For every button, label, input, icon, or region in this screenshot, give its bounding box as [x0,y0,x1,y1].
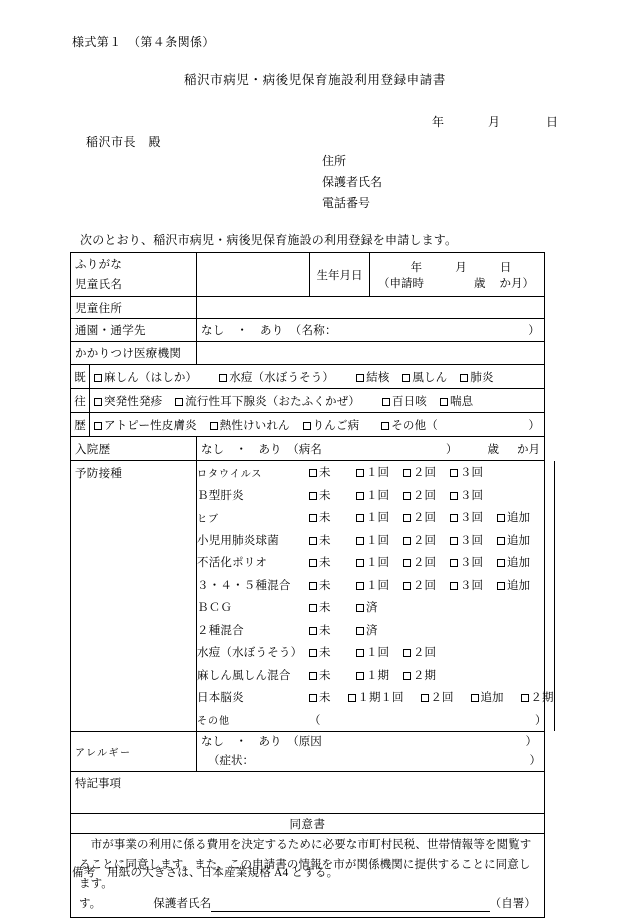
dob-day-label: 日 [499,261,512,274]
admission-age-label: 歳 [487,443,499,456]
checkbox-vaccine-option[interactable] [356,582,364,590]
signature-rule[interactable] [211,896,489,912]
vaccination-row [197,619,555,642]
vaccine-option: ３回 [450,464,497,480]
school-value: なし ・ あり （名称： [201,325,337,337]
vaccination-row [197,551,555,574]
vaccination-row-other [197,709,555,732]
checkbox-atopic-dermatitis[interactable] [94,422,102,430]
guardian-phone-label: 電話番号 [322,196,371,210]
vaccine-option: ２期 [403,667,450,683]
vaccine-name: 日本脳炎 [197,692,244,705]
vaccination-row [197,461,555,484]
vaccine-option: １期１回 [348,689,404,705]
table-row-history-1 [71,365,544,389]
date-month-label: 月 [487,115,500,129]
vaccination-row [197,686,555,709]
vaccine-option: ２回 [403,644,450,660]
application-table [70,252,554,918]
dob-year-label: 年 [410,261,423,274]
admission-input[interactable] [196,437,544,460]
vaccine-name: ロタウイルス [197,468,263,480]
vaccine-option: 未 [309,689,331,705]
history-item-label: 流行性耳下腺炎（おたふくかぜ） [185,395,360,408]
document-title: 稲沢市病児・病後児保育施設利用登録申請書 [183,73,446,87]
vaccine-name: 小児用肺炎球菌 [197,534,279,547]
vaccine-option: 追加 [497,532,544,548]
allergy-label: アレルギー [75,748,132,759]
history-item-label: 水痘（水ぼうそう） [229,371,335,384]
date-day-label: 日 [545,115,558,129]
vaccination-row [197,529,555,552]
vaccine-other-input[interactable] [309,709,555,732]
checkbox-vaccine-option[interactable] [521,694,529,702]
vaccine-option: １回 [356,509,403,525]
vaccine-option: ２期 [521,689,554,705]
allergy-cause-close-paren: ） [525,735,537,748]
checkbox-vaccine-option[interactable] [497,582,505,590]
vaccine-option: ２回 [403,532,450,548]
history-item-label: 肺炎 [470,371,494,384]
vaccine-option: 未 [309,644,356,660]
allergy-input[interactable] [196,732,544,771]
vaccine-option: 追加 [471,689,504,705]
vaccination-row [197,664,555,687]
table-row-school [71,319,544,342]
vaccine-name: Ｂ型肝炎 [197,489,244,502]
vaccine-option: ２回 [403,487,450,503]
checkbox-vaccine-option[interactable] [403,559,411,567]
clinic-label: かかりつけ医療機関 [75,348,182,360]
history-item-label: 喘息 [449,395,474,408]
vaccine-option: １回 [356,554,403,570]
checkbox-asthma[interactable] [440,398,448,406]
history-item-label: アトピー性皮膚炎 [104,419,197,432]
checkbox-pertussis[interactable] [382,398,390,406]
clinic-input[interactable] [196,342,544,364]
allergy-symptom-close-paren: ） [529,754,541,767]
vaccine-option: 未 [309,577,356,593]
school-input[interactable] [196,319,544,341]
checkbox-pneumonia[interactable] [460,374,468,382]
consent-signature-label: 保護者氏名 [153,897,212,910]
vaccination-list [196,461,555,731]
checkbox-vaccine-option[interactable] [471,694,479,702]
vaccine-options[interactable] [309,596,555,619]
vaccine-option: ２回 [403,464,450,480]
history-checkbox-group-2[interactable] [89,389,544,412]
vaccine-option: ３回 [450,509,497,525]
checkbox-vaccine-option[interactable] [356,604,364,612]
vaccine-option: ３回 [450,554,497,570]
history-label-char-2: 往 [74,395,86,408]
checkbox-fifth-disease[interactable] [303,422,311,430]
history-item-label: 風しん [412,371,448,384]
history-item-label: りんご病 [312,419,360,432]
vaccine-options[interactable] [309,619,555,642]
vaccine-name: ３・４・５種混合 [197,579,291,592]
table-row-child-address [71,297,544,319]
dob-input[interactable] [369,253,544,296]
checkbox-vaccine-option[interactable] [450,582,458,590]
table-row-child-name [71,253,544,297]
checkbox-vaccine-option[interactable] [450,514,458,522]
notes-label: 特記事項 [75,778,121,790]
vaccine-option: ３回 [450,532,497,548]
checkbox-vaccine-option[interactable] [309,649,317,657]
checkbox-vaccine-option[interactable] [403,537,411,545]
vaccine-option: １回 [356,577,403,593]
application-date-line [0,113,630,130]
checkbox-vaccine-option[interactable] [450,492,458,500]
consent-signature-line [79,895,536,915]
vaccine-options[interactable] [309,551,555,574]
admission-months-label: か月 [517,443,540,456]
vaccine-name: 水痘（水ぼうそう） [197,647,303,660]
vaccine-option: 未 [309,554,356,570]
footer-remark: 備考 用紙の大きさは、日本産業規格 A4 とする。 [72,867,339,879]
vaccine-option: １回 [356,487,403,503]
child-name-label-cell [71,253,196,296]
checkbox-vaccine-option[interactable] [309,469,317,477]
vaccine-options[interactable] [309,664,555,687]
table-row-notes[interactable] [71,772,544,814]
vaccine-other-close-paren: ） [535,714,547,727]
checkbox-vaccine-option[interactable] [403,469,411,477]
vaccine-options[interactable] [309,506,555,529]
consent-signature-note: （自署） [489,897,536,910]
vaccine-other-open-paren: （ [309,714,321,727]
table-row-allergy [71,732,544,772]
vaccine-option: 未 [309,532,356,548]
vaccine-option: 未 [309,487,356,503]
checkbox-vaccine-option[interactable] [356,672,364,680]
checkbox-vaccine-option[interactable] [450,537,458,545]
vaccine-name: ＢＣＧ [197,602,233,615]
admission-value: なし ・ あり （病名 [201,443,322,456]
table-row-consent-title [71,814,544,834]
furigana-label: ふりがな [75,258,123,271]
checkbox-history-other[interactable] [381,422,389,430]
vaccine-option: １回 [356,644,403,660]
child-address-label: 児童住所 [75,302,123,315]
intro-sentence: 次のとおり、稲沢市病児・病後児保育施設の利用登録を申請します。 [80,233,458,247]
history-item-label: 結核 [366,371,390,384]
checkbox-measles[interactable] [94,374,102,382]
admission-label: 入院歴 [75,443,111,456]
vaccine-option: １期 [356,667,403,683]
checkbox-vaccine-option[interactable] [356,469,364,477]
history-item-label: その他（ [391,419,438,432]
checkbox-vaccine-option[interactable] [497,514,505,522]
allergy-cause-text: なし ・ あり （原因 [201,735,322,748]
checkbox-vaccine-option[interactable] [450,559,458,567]
vaccination-row [197,506,555,529]
child-name-label: 児童氏名 [75,278,123,291]
history-checkbox-group-3[interactable] [89,413,544,436]
checkbox-vaccine-option[interactable] [403,492,411,500]
vaccine-option: 未 [309,599,356,615]
vaccine-option: 未 [309,667,356,683]
vaccination-label: 予防接種 [75,468,123,480]
checkbox-roseola[interactable] [94,398,102,406]
date-year-label: 年 [431,115,444,129]
vaccine-option: 追加 [497,577,544,593]
allergy-symptom-text: （症状： [208,754,254,767]
checkbox-vaccine-option[interactable] [421,694,429,702]
vaccine-name: ヒブ [197,513,219,525]
checkbox-mumps[interactable] [175,398,183,406]
vaccine-option: ２回 [403,577,450,593]
dob-at-apply-label: （申請時 [378,277,424,290]
checkbox-vaccine-option[interactable] [403,672,411,680]
vaccination-row [197,596,555,619]
dob-label: 生年月日 [309,253,369,296]
checkbox-vaccine-option[interactable] [309,582,317,590]
school-label: 通園・通学先 [75,325,146,337]
vaccine-option: ３回 [450,577,497,593]
vaccine-option: ２回 [403,509,450,525]
school-close-paren: ） [528,325,540,337]
table-row-clinic [71,342,544,365]
history-close-paren: ） [528,419,540,432]
checkbox-vaccine-option[interactable] [356,514,364,522]
dob-months-label: か月） [499,277,534,290]
checkbox-chickenpox[interactable] [219,374,227,382]
vaccine-option: 済 [356,622,403,638]
vaccine-options[interactable] [309,484,555,507]
history-item-label: 百日咳 [392,395,427,408]
checkbox-vaccine-option[interactable] [309,604,317,612]
history-item-label: 突発性発疹 [104,395,163,408]
vaccine-option: 追加 [497,509,544,525]
vaccine-option: 未 [309,464,356,480]
history-label-char-3: 歴 [74,419,86,432]
checkbox-vaccine-option[interactable] [450,469,458,477]
child-address-input[interactable] [196,297,544,318]
checkbox-vaccine-option[interactable] [309,492,317,500]
consent-title: 同意書 [289,818,326,831]
vaccine-option: 未 [309,622,356,638]
vaccine-options[interactable] [309,641,555,664]
admission-close-paren: ） [446,443,458,456]
vaccine-option: ３回 [450,487,497,503]
checkbox-vaccine-option[interactable] [356,649,364,657]
dob-month-label: 月 [455,261,467,274]
consent-body-text: 市が事業の利用に係る費用を決定するために必要な市町村民税、世帯情報等を閲覧することに同意します。また、この申請書の情報を市が関係機関に提供することに同意します。 [79,839,532,890]
vaccine-option: 済 [356,599,403,615]
checkbox-vaccine-option[interactable] [356,559,364,567]
consent-body-tail: す。 [79,897,102,910]
guardian-address-label: 住所 [322,154,347,168]
checkbox-rubella[interactable] [402,374,410,382]
vaccination-row [197,484,555,507]
checkbox-vaccine-option[interactable] [403,514,411,522]
vaccine-name: 麻しん風しん混合 [197,669,291,682]
vaccine-option: １回 [356,532,403,548]
table-row-vaccination [71,461,554,732]
vaccine-option: ２回 [403,554,450,570]
checkbox-vaccine-option[interactable] [356,492,364,500]
checkbox-vaccine-option[interactable] [309,627,317,635]
form-number: 様式第１ （第４条関係） [72,35,215,49]
history-item-label: 麻しん（はしか） [104,371,198,384]
vaccination-row [197,641,555,664]
history-label-char-1: 既 [74,371,86,384]
guardian-info-block [322,151,382,214]
guardian-name-label: 保護者氏名 [322,175,383,189]
vaccine-option: ２回 [421,689,454,705]
checkbox-febrile-seizure[interactable] [210,422,218,430]
history-item-label: 熱性けいれん [219,419,290,432]
checkbox-vaccine-option[interactable] [309,514,317,522]
history-checkbox-group-1[interactable] [89,365,544,388]
vaccine-options[interactable] [309,529,555,552]
checkbox-vaccine-option[interactable] [309,559,317,567]
table-row-admission [71,437,544,461]
vaccination-row [197,574,555,597]
vaccine-name: 不活化ポリオ [197,557,268,570]
checkbox-vaccine-option[interactable] [309,694,317,702]
checkbox-vaccine-option[interactable] [497,559,505,567]
child-name-input[interactable] [196,253,309,296]
vaccine-option: 未 [309,509,356,525]
checkbox-vaccine-option[interactable] [403,649,411,657]
vaccine-options[interactable] [309,574,555,597]
vaccine-name: ２種混合 [197,624,244,637]
checkbox-vaccine-option[interactable] [497,537,505,545]
dob-age-label: 歳 [474,277,486,290]
table-row-history-3 [71,413,544,437]
checkbox-vaccine-option[interactable] [309,672,317,680]
checkbox-vaccine-option[interactable] [403,582,411,590]
checkbox-vaccine-option[interactable] [348,694,356,702]
checkbox-vaccine-option[interactable] [356,537,364,545]
vaccine-other-label: その他 [197,716,230,728]
addressee: 稲沢市長 殿 [86,135,162,149]
table-row-history-2 [71,389,544,413]
vaccine-option: 追加 [497,554,544,570]
vaccine-option: １回 [356,464,403,480]
vaccine-options[interactable] [309,461,555,484]
checkbox-vaccine-option[interactable] [309,537,317,545]
vaccine-options[interactable] [309,686,555,709]
checkbox-tuberculosis[interactable] [356,374,364,382]
checkbox-vaccine-option[interactable] [356,627,364,635]
